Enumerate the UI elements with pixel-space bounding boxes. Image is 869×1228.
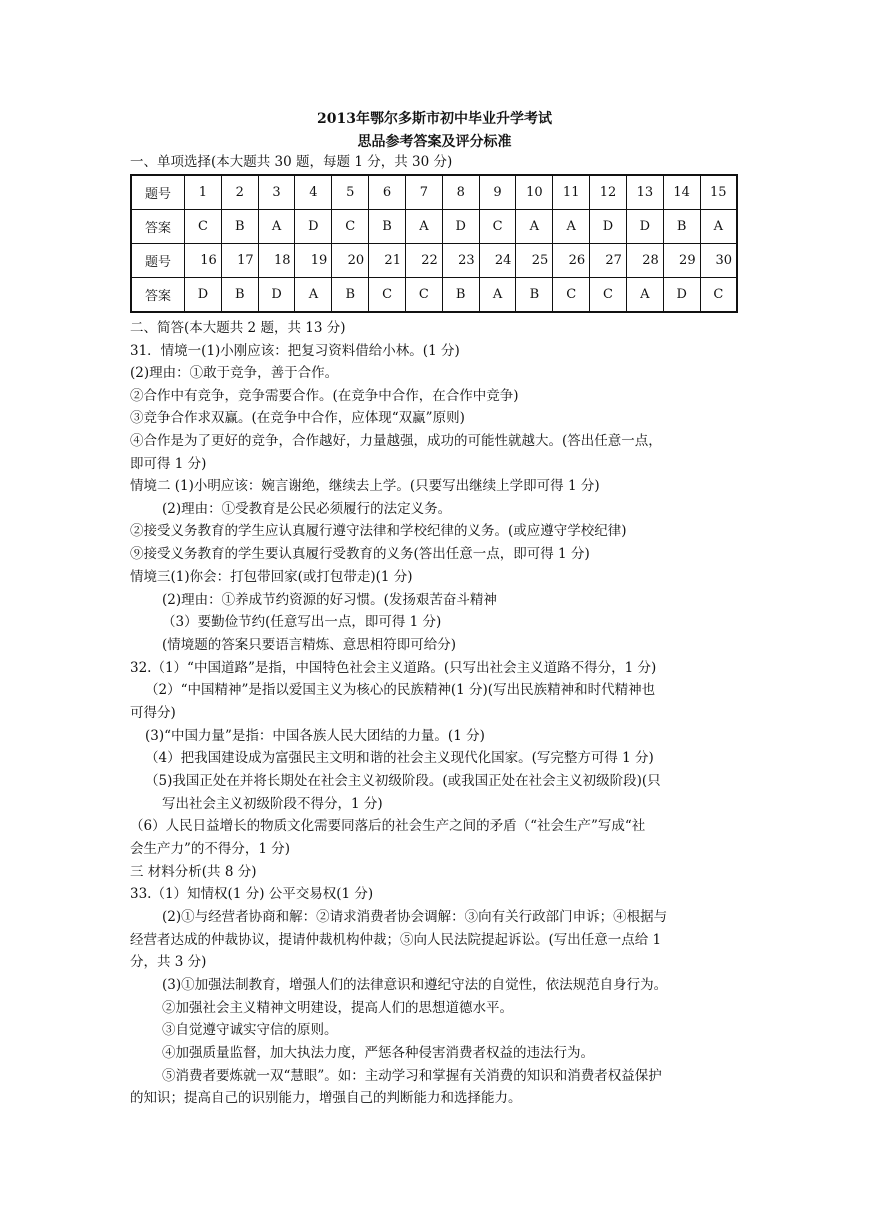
answer-cell: D bbox=[295, 210, 332, 244]
text-line: ④加强质量监督，加大执法力度，严惩各种侵害消费者权益的违法行为。 bbox=[162, 1045, 594, 1061]
text-line: 32.（1）“中国道路”是指，中国特色社会主义道路。(只写出社会主义道路不得分，1 分) bbox=[130, 660, 657, 676]
text-line: ⑤消费者要炼就一双“慧眼”。如：主动学习和掌握有关消费的知识和消费者权益保护 bbox=[162, 1068, 662, 1084]
answer-cell: A bbox=[479, 278, 516, 313]
answer-cell: C bbox=[185, 210, 222, 244]
section3-heading: 三 材料分析(共 8 分) bbox=[130, 864, 257, 880]
text-line: 即可得 1 分) bbox=[130, 456, 207, 472]
text-line: (2)理由：①受教育是公民必须履行的法定义务。 bbox=[162, 501, 452, 517]
question-number-cell: 17 bbox=[221, 244, 258, 278]
answer-cell: B bbox=[369, 210, 406, 244]
answer-cell: C bbox=[479, 210, 516, 244]
page-title: 2013年鄂尔多斯市初中毕业升学考试 bbox=[317, 111, 552, 127]
question-number-cell: 20 bbox=[332, 244, 369, 278]
question-number-cell: 21 bbox=[369, 244, 406, 278]
text-line: (3)①加强法制教育，增强人们的法律意识和遵纪守法的自觉性，依法规范自身行为。 bbox=[162, 977, 668, 993]
question-number-cell: 30 bbox=[700, 244, 737, 278]
question-number-cell: 15 bbox=[700, 175, 737, 210]
text-line: ③竞争合作求双赢。(在竞争中合作，应体现“双赢”原则) bbox=[130, 410, 465, 426]
question-number-cell: 2 bbox=[221, 175, 258, 210]
row-label: 题号 bbox=[131, 175, 185, 210]
text-line: 可得分) bbox=[130, 705, 176, 721]
answer-cell: A bbox=[626, 278, 663, 313]
text-line: (2)理由：①养成节约资源的好习惯。(发扬艰苦奋斗精神 bbox=[162, 592, 497, 608]
text-line: （3）要勤俭节约(任意写出一点，即可得 1 分) bbox=[162, 614, 442, 630]
answer-cell: A bbox=[516, 210, 553, 244]
text-line: 分，共 3 分) bbox=[130, 954, 207, 970]
question-number-cell: 25 bbox=[516, 244, 553, 278]
question-number-cell: 10 bbox=[516, 175, 553, 210]
answer-row-2 bbox=[131, 278, 737, 313]
question-number-cell: 24 bbox=[479, 244, 516, 278]
text-line: 的知识；提高自己的识别能力，增强自己的判断能力和选择能力。 bbox=[130, 1090, 522, 1106]
question-number-cell: 28 bbox=[626, 244, 663, 278]
question-number-cell: 12 bbox=[590, 175, 627, 210]
question-number-cell: 29 bbox=[663, 244, 700, 278]
text-line: 经营者达成的仲裁协议，提请仲裁机构仲裁；⑤向人民法院提起诉讼。(写出任意一点给 1 bbox=[130, 932, 662, 948]
text-line: 33.（1）知情权(1 分) 公平交易权(1 分) bbox=[130, 886, 374, 902]
question-number-cell: 1 bbox=[185, 175, 222, 210]
answer-cell: C bbox=[405, 278, 442, 313]
text-line: (2)理由：①敢于竞争，善于合作。 bbox=[130, 365, 339, 381]
answer-cell: C bbox=[700, 278, 737, 313]
question-number-cell: 23 bbox=[442, 244, 479, 278]
question-number-cell: 6 bbox=[369, 175, 406, 210]
question-number-cell: 9 bbox=[479, 175, 516, 210]
answer-row-1 bbox=[131, 210, 737, 244]
question-number-cell: 26 bbox=[553, 244, 590, 278]
text-line: (2)①与经营者协商和解：②请求消费者协会调解：③向有关行政部门申诉；④根据与 bbox=[162, 909, 668, 925]
text-line: ②合作中有竞争，竞争需要合作。(在竞争中合作，在合作中竞争) bbox=[130, 388, 519, 404]
question-number-cell: 7 bbox=[405, 175, 442, 210]
question-number-cell: 5 bbox=[332, 175, 369, 210]
question-number-cell: 19 bbox=[295, 244, 332, 278]
answer-cell: A bbox=[295, 278, 332, 313]
section2-heading: 二、简答(本大题共 2 题，共 13 分) bbox=[130, 320, 346, 336]
answer-cell: C bbox=[553, 278, 590, 313]
text-line: （2）“中国精神”是指以爱国主义为核心的民族精神(1 分)(写出民族精神和时代精神也 bbox=[145, 682, 656, 698]
text-line: (情境题的答案只要语言精炼、意思相符即可给分) bbox=[162, 637, 457, 653]
text-line: （5)我国正处在并将长期处在社会主义初级阶段。(或我国正处在社会主义初级阶段)(只 bbox=[145, 773, 661, 789]
answer-cell: B bbox=[332, 278, 369, 313]
answer-cell: D bbox=[258, 278, 295, 313]
question-number-cell: 16 bbox=[185, 244, 222, 278]
answer-cell: B bbox=[663, 210, 700, 244]
text-line: 情境二 (1)小明应该：婉言谢绝，继续去上学。(只要写出继续上学即可得 1 分) bbox=[130, 478, 600, 494]
question-number-cell: 27 bbox=[590, 244, 627, 278]
answer-cell: C bbox=[369, 278, 406, 313]
answer-cell: D bbox=[185, 278, 222, 313]
question-row-2 bbox=[131, 244, 737, 278]
answer-cell: B bbox=[221, 210, 258, 244]
question-number-cell: 4 bbox=[295, 175, 332, 210]
answer-cell: A bbox=[405, 210, 442, 244]
text-line: ②加强社会主义精神文明建设，提高人们的思想道德水平。 bbox=[162, 1000, 513, 1016]
question-number-cell: 3 bbox=[258, 175, 295, 210]
question-number-cell: 8 bbox=[442, 175, 479, 210]
answer-cell: D bbox=[663, 278, 700, 313]
answer-cell: D bbox=[442, 210, 479, 244]
text-line: （4）把我国建设成为富强民主文明和谐的社会主义现代化国家。(写完整方可得 1 分) bbox=[145, 750, 654, 766]
answer-cell: D bbox=[626, 210, 663, 244]
section1-heading: 一、单项选择(本大题共 30 题，每题 1 分，共 30 分) bbox=[130, 154, 453, 170]
text-line: （6）人民日益增长的物质文化需要同落后的社会生产之间的矛盾（“社会生产”写成“社 bbox=[130, 818, 646, 834]
question-number-cell: 11 bbox=[553, 175, 590, 210]
text-line: 情境三(1)你会：打包带回家(或打包带走)(1 分) bbox=[130, 569, 413, 585]
row-label: 答案 bbox=[131, 278, 185, 313]
answer-cell: A bbox=[258, 210, 295, 244]
answer-table bbox=[130, 174, 738, 313]
answer-cell: A bbox=[553, 210, 590, 244]
text-line: 会生产力”的不得分，1 分) bbox=[130, 841, 291, 857]
text-line: ④合作是为了更好的竞争，合作越好，力量越强，成功的可能性就越大。(答出任意一点， bbox=[130, 433, 662, 449]
question-number-cell: 13 bbox=[626, 175, 663, 210]
question-row-1 bbox=[131, 175, 737, 210]
question-number-cell: 14 bbox=[663, 175, 700, 210]
answer-cell: D bbox=[590, 210, 627, 244]
answer-cell: B bbox=[442, 278, 479, 313]
question-number-cell: 22 bbox=[405, 244, 442, 278]
text-line: 31．情境一(1)小刚应该：把复习资料借给小林。(1 分) bbox=[130, 343, 460, 359]
question-number-cell: 18 bbox=[258, 244, 295, 278]
page-subtitle: 思品参考答案及评分标准 bbox=[357, 134, 512, 150]
text-line: 写出社会主义初级阶段不得分，1 分) bbox=[162, 796, 383, 812]
text-line: ⑨接受义务教育的学生要认真履行受教育的义务(答出任意一点，即可得 1 分) bbox=[130, 546, 590, 562]
answer-cell: C bbox=[332, 210, 369, 244]
answer-cell: C bbox=[590, 278, 627, 313]
text-line: ③自觉遵守诚实守信的原则。 bbox=[162, 1022, 338, 1038]
row-label: 答案 bbox=[131, 210, 185, 244]
text-line: (3)“中国力量”是指：中国各族人民大团结的力量。(1 分) bbox=[145, 728, 485, 744]
text-line: ②接受义务教育的学生应认真履行遵守法律和学校纪律的义务。(或应遵守学校纪律) bbox=[130, 523, 627, 539]
answer-cell: A bbox=[700, 210, 737, 244]
answer-cell: B bbox=[221, 278, 258, 313]
row-label: 题号 bbox=[131, 244, 185, 278]
answer-cell: B bbox=[516, 278, 553, 313]
